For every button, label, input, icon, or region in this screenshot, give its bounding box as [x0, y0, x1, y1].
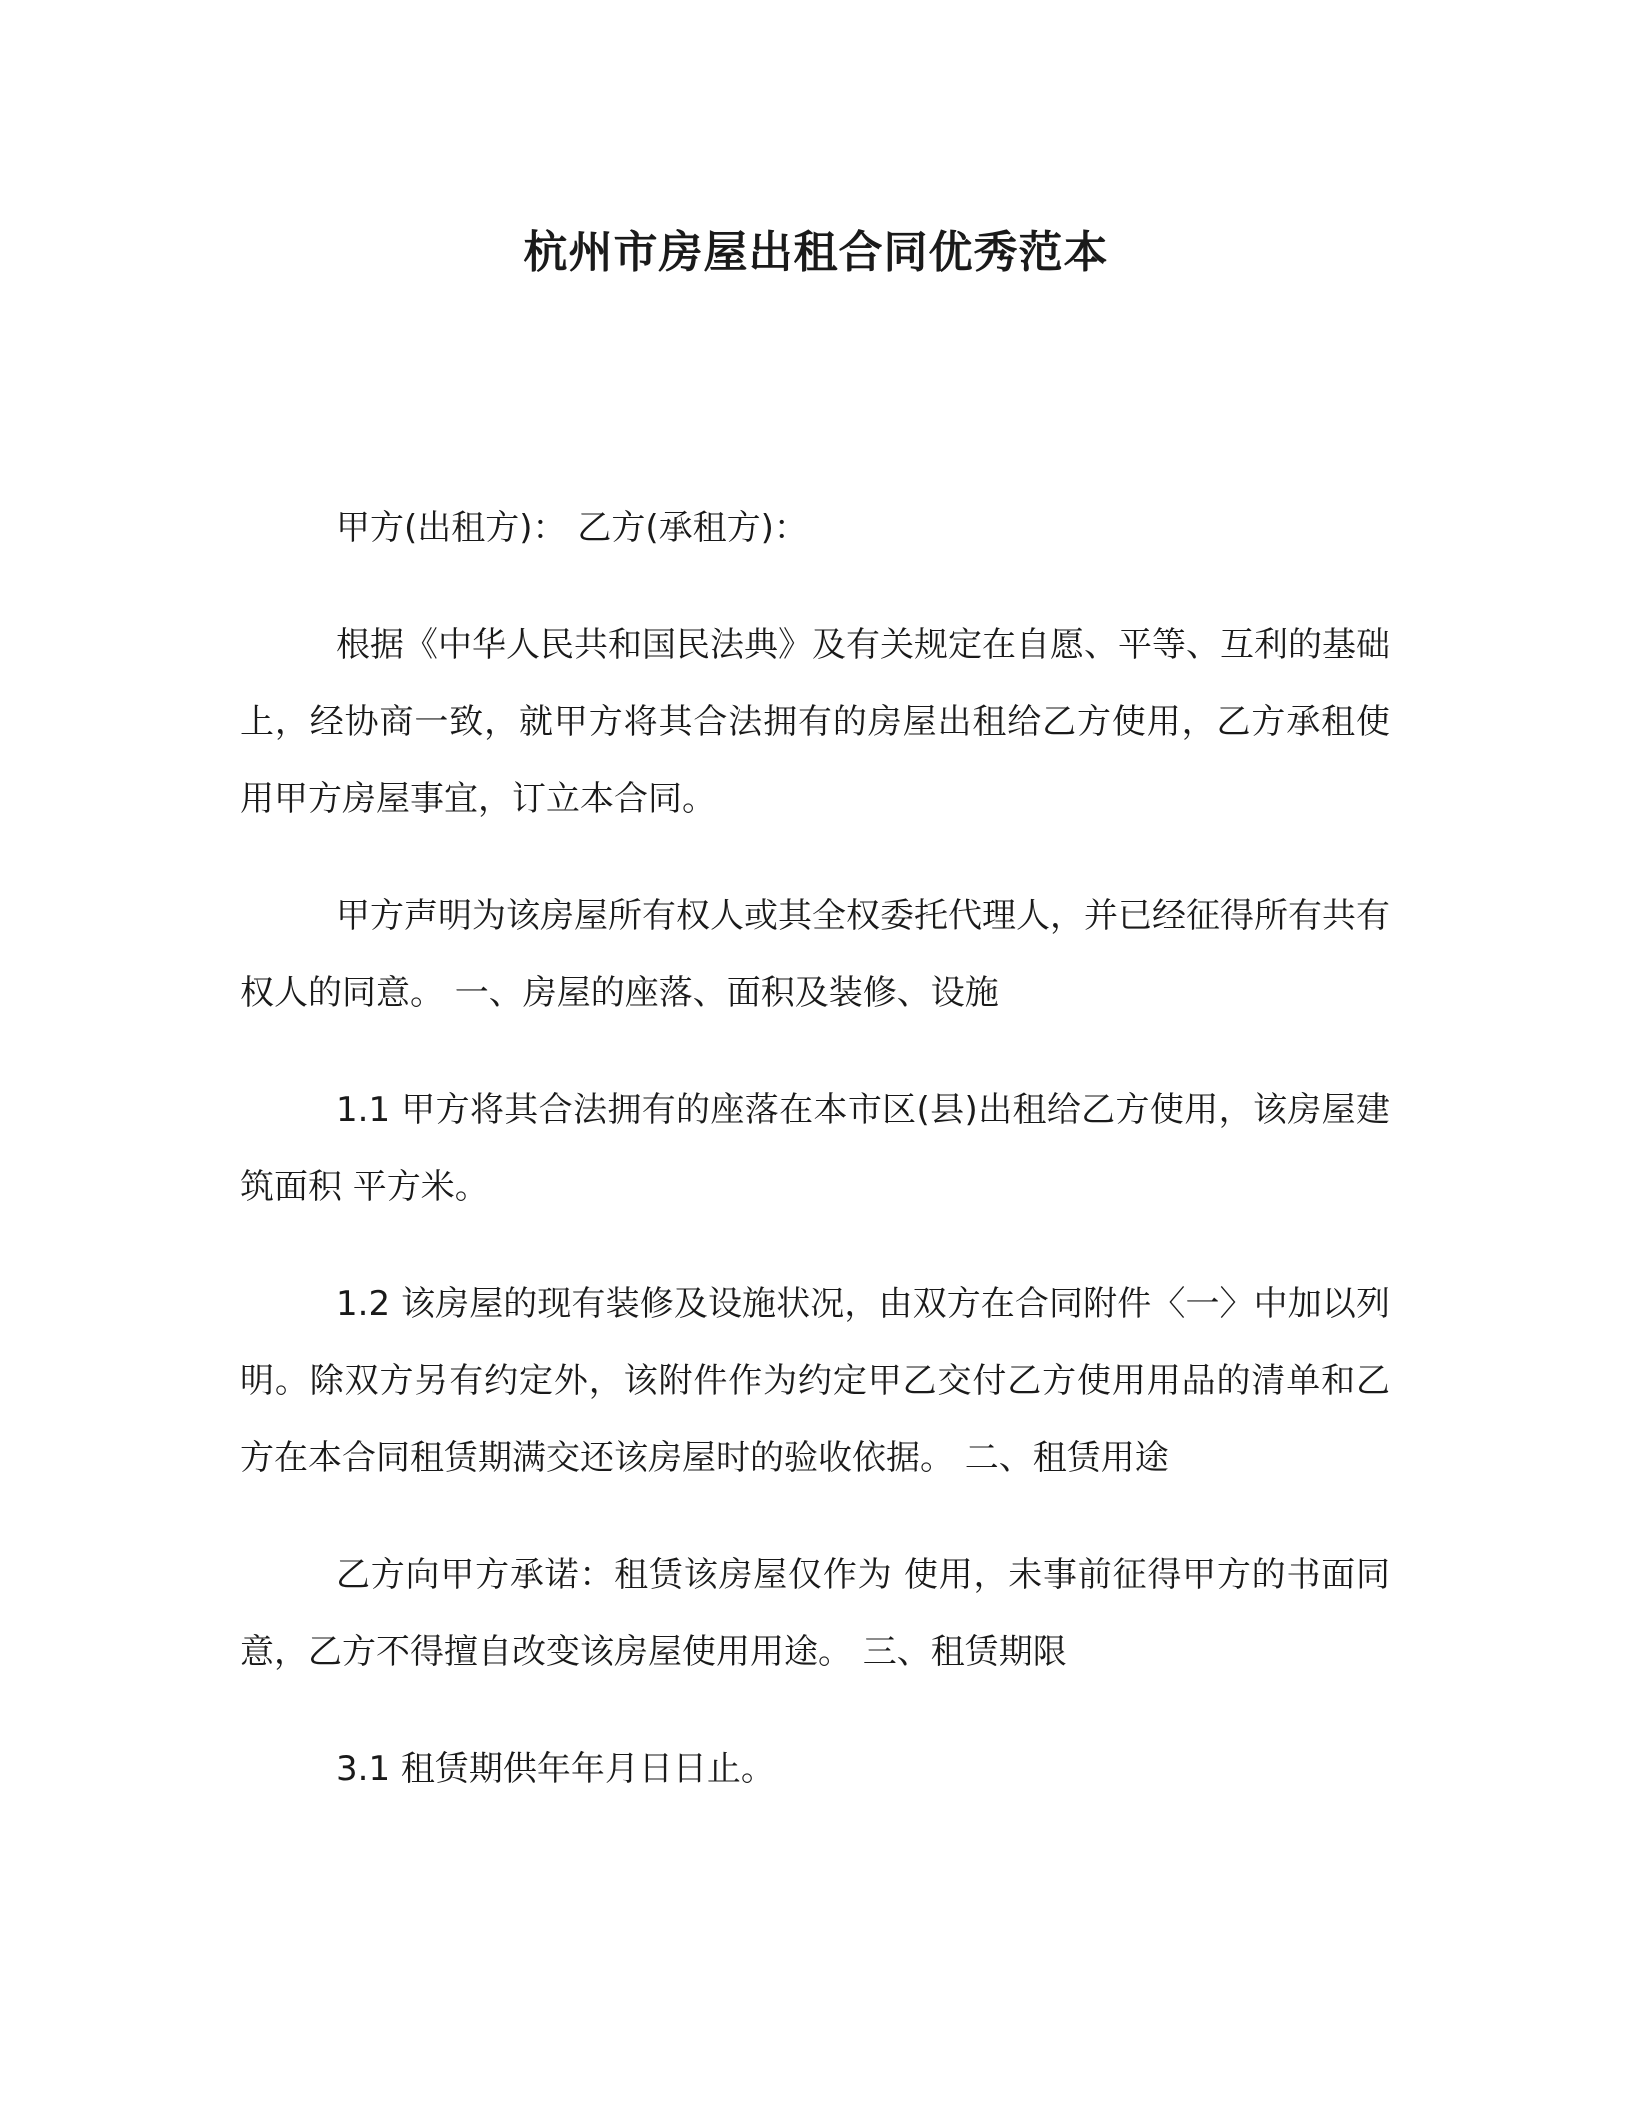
- clause-1-1: 1.1 甲方将其合法拥有的座落在本市区(县)出租给乙方使用，该房屋建筑面积 平方米。: [240, 1090, 1390, 1207]
- declaration-paragraph: 甲方声明为该房屋所有权人或其全权委托代理人，并已经征得所有共有权人的同意。 一、房屋的座落、面积及装修、设施: [240, 896, 1390, 1013]
- document-title: 杭州市房屋出租合同优秀范本: [523, 227, 1109, 278]
- clause-3-1: 3.1 租赁期供年年月日日止。: [336, 1749, 775, 1789]
- parties-line: 甲方(出租方)： 乙方(承租方)：: [336, 508, 808, 548]
- usage-paragraph: 乙方向甲方承诺：租赁该房屋仅作为 使用，未事前征得甲方的书面同意，乙方不得擅自改变该房屋使用用途。 三、租赁期限: [240, 1555, 1390, 1672]
- preamble-paragraph: 根据《中华人民共和国民法典》及有关规定在自愿、平等、互利的基础上，经协商一致，就甲方将其合法拥有的房屋出租给乙方使用，乙方承租使用甲方房屋事宜，订立本合同。: [240, 625, 1390, 819]
- document-body: [240, 490, 1390, 1848]
- clause-1-2: 1.2 该房屋的现有装修及设施状况，由双方在合同附件〈一〉中加以列明。除双方另有约定外，该附件作为约定甲乙交付乙方使用用品的清单和乙方在本合同租赁期满交还该房屋时的验收依据。 二、租赁用途: [240, 1284, 1390, 1478]
